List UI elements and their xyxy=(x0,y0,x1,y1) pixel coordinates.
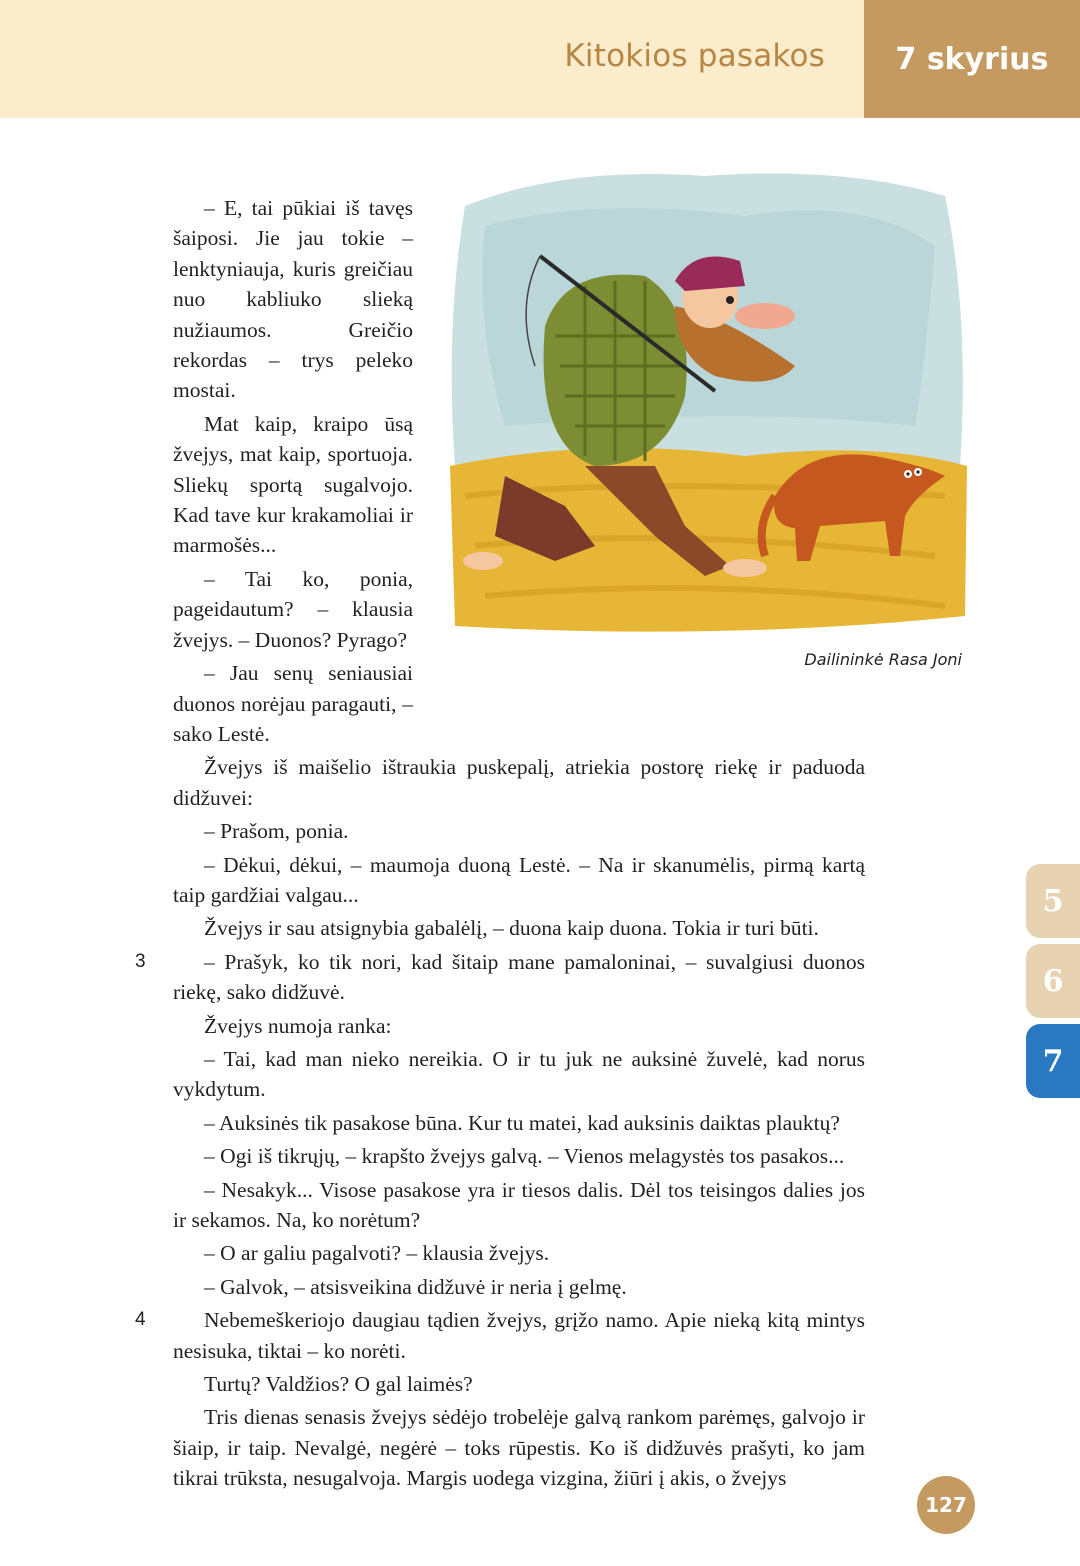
chapter-tab-6[interactable]: 6 xyxy=(1026,944,1080,1018)
paragraph: – Auksinės tik pasakose būna. Kur tu matei, kad auksinis daiktas plauktų? xyxy=(204,1110,840,1135)
chapter-tab-5[interactable]: 5 xyxy=(1026,864,1080,938)
paragraph: Žvejys iš maišelio ištraukia puskepalį, atriekia postorę riekę ir paduoda didžuvei: xyxy=(173,755,865,810)
paragraph: – Jau senų seniausiai duonos norėjau paragauti, – sako Lestė. xyxy=(173,661,413,746)
paragraph-number: 4 xyxy=(135,1309,146,1331)
paragraph: – Tai, kad man nieko nereikia. O ir tu juk ne auksinė žuvelė, kad norus vykdytum. xyxy=(173,1046,865,1102)
paragraph: – Ogi iš tikrųjų, – krapšto žvejys galvą. – Vienos melagystės tos pasakos... xyxy=(204,1144,845,1169)
paragraph: – Nesakyk... Visose pasakose yra ir tiesos dalis. Dėl tos teisingos dalies jos ir sekamos. Na, ko norėtum? xyxy=(173,1177,865,1232)
chapter-tab-7[interactable]: 7 xyxy=(1026,1024,1080,1098)
paragraph: – E, tai pūkiai iš tavęs šaiposi. Jie jau tokie – lenktyniauja, kuris greičiau nuo kabliuko slieką nužiaumos. Greičio rekordas – trys peleko mostai. xyxy=(173,196,413,403)
section-title: Kitokios pasakos xyxy=(564,38,825,74)
paragraph-text: Nebemeškeriojo daugiau tądien žvejys, grįžo namo. Apie nieką kitą mintys nesisuka, tiktai – ko norėti. xyxy=(173,1308,865,1363)
paragraph: Tris dienas senasis žvejys sėdėjo trobelėje galvą rankom parėmęs, galvojo ir šiaip, ir taip. Nevalgė, negėrė – toks rūpestis. Ko iš didžuvės prašyti, ko jam tikrai trūksta, nesugalvoja. Margis uodega vizgina, žiūri į akis, o žvejys xyxy=(173,1405,865,1491)
illustration-caption: Dailininkė Rasa Joni xyxy=(804,650,962,669)
paragraph: Turtų? Valdžios? O gal laimės? xyxy=(204,1372,473,1397)
paragraph-number: 3 xyxy=(135,950,146,972)
chapter-label: 7 skyrius xyxy=(864,0,1080,118)
page-header xyxy=(0,0,1080,118)
paragraph: Žvejys numoja ranka: xyxy=(204,1013,392,1038)
paragraph-text: – Prašyk, ko tik nori, kad šitaip mane pamaloninai, – suvalgiusi duonos riekę, sako didžuvė. xyxy=(173,949,865,1005)
narrow-column xyxy=(173,193,413,749)
paragraph: Žvejys ir sau atsignybia gabalėlį, – duona kaip duona. Tokia ir turi būti. xyxy=(204,916,819,941)
page-number: 127 xyxy=(917,1476,975,1534)
paragraph: Mat kaip, kraipo ūsą žvejys, mat kaip, sportuoja. Sliekų sportą sugalvojo. Kad tave kur krakamoliai ir marmošės... xyxy=(173,411,413,558)
wide-column xyxy=(135,752,865,1493)
paragraph: – Galvok, – atsisveikina didžuvė ir neria į gelmę. xyxy=(204,1274,627,1299)
paragraph: – O ar galiu pagalvoti? – klausia žvejys. xyxy=(204,1241,550,1266)
story-text xyxy=(135,193,865,1497)
paragraph: – Dėkui, dėkui, – maumoja duoną Lestė. – Na ir skanumėlis, pirmą kartą taip gardžiai valgau... xyxy=(173,852,865,907)
paragraph: – Tai ko, ponia, pageidautum? – klausia žvejys. – Duonos? Pyrago? xyxy=(173,566,413,652)
numbered-paragraph xyxy=(135,1305,865,1366)
numbered-paragraph xyxy=(135,947,865,1008)
paragraph: – Prašom, ponia. xyxy=(204,819,349,844)
